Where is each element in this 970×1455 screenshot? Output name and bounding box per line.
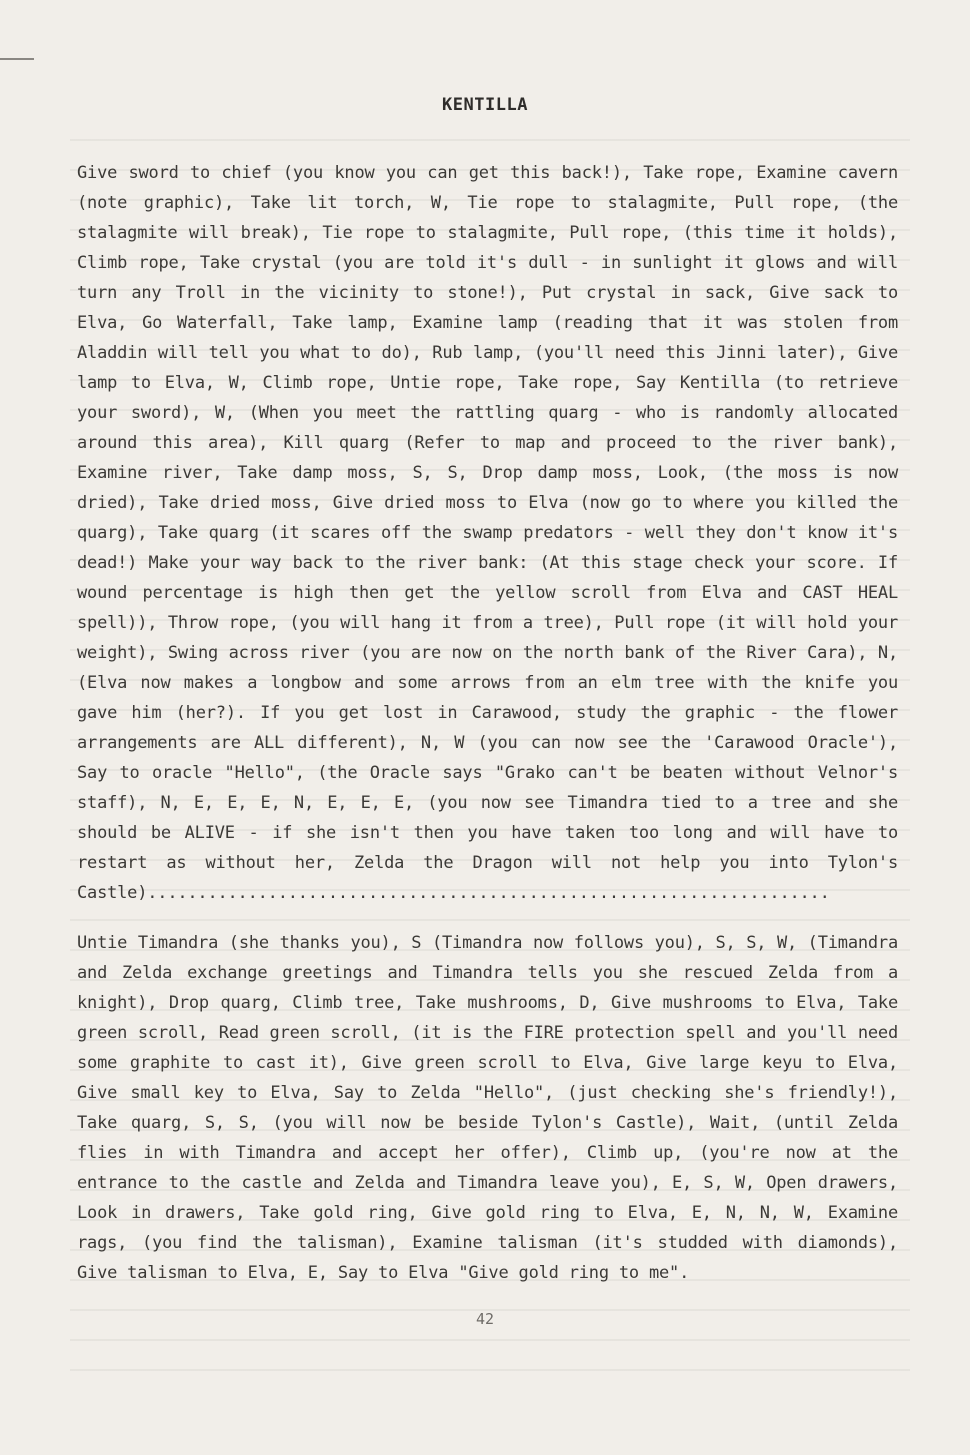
walkthrough-paragraph-2: Untie Timandra (she thanks you), S (Timandra now follows you), S, S, W, (Timandra and Zelda exchange greetings and Timandra tells you she rescued Zelda from a knight), Drop quarg, Climb tree, Take mushrooms, D, Give mushrooms to Elva, Take green scroll, Read green scroll, (it is the FIRE protection spell and you'll need some graphite to cast it), Give green scroll to Elva, Give large keyu to Elva, Give small key to Elva, Say to Zelda "Hello", (just checking she's friendly!), Take quarg, S, S, (you will now be beside Tylon's Castle), Wait, (until Zelda flies in with Timandra and accept her offer), Climb up, (you're now at the entrance to the castle and Zelda and Timandra leave you), E, S, W, Open drawers, Look in drawers, Take gold ring, Give gold ring to Elva, E, N, N, W, Examine rags, (you find the talisman), Examine talisman (it's studded with diamonds), Give talisman to Elva, E, Say to Elva "Give gold ring to me". (77, 933, 898, 1283)
walkthrough-paragraph-1: Give sword to chief (you know you can get this back!), Take rope, Examine cavern (note graphic), Take lit torch, W, Tie rope to stalagmite, Pull rope, (the stalagmite will break), Tie rope to stalagmite, Pull rope, (this time it holds), Climb rope, Take crystal (you are told it's dull - in sunlight it glows and will turn any Troll in the vicinity to stone!), Put crystal in sack, Give sack to Elva, Go Waterfall, Take lamp, Examine lamp (reading that it was stolen from Aladdin will tell you what to do), Rub lamp, (you'll need this Jinni later), Give lamp to Elva, W, Climb rope, Untie rope, Take rope, Say Kentilla (to retrieve your sword), W, (When you meet the rattling quarg - who is randomly allocated around this area), Kill quarg (Refer to map and proceed to the river bank), Examine river, Take damp moss, S, S, Drop damp moss, Look, (the moss is now dried), Take dried moss, Give dried moss to Elva (now go to where you killed the quarg), Take quarg (it scares off the swamp predators - well they don't know it's dead!) Make your way back to the river bank: (At this stage check your score. If wound percentage is high then get the yellow scroll from Elva and CAST HEAL spell)), Throw rope, (you will hang it from a tree), Pull rope (it will hold your weight), Swing across river (you are now on the north bank of the River Cara), N, (Elva now makes a longbow and some arrows from an elm tree with the knife you gave him (her?). If you get lost in Carawood, study the graphic - the flower arrangements are ALL different), N, W (you can now see the 'Carawood Oracle'), Say to oracle "Hello", (the Oracle says "Grako can't be beaten without Velnor's staff), N, E, E, E, N, E, E, E, (you now see Timandra tied to a tree and she should be ALIVE - if she isn't then you have taken too long and will have to restart as without her, Zelda the Dragon will not help you into Tylon's Castle).................................................................... (77, 163, 898, 903)
page-title: KENTILLA (442, 95, 528, 115)
page-number: 42 (475, 1310, 495, 1328)
page-edge-mark (0, 58, 34, 60)
